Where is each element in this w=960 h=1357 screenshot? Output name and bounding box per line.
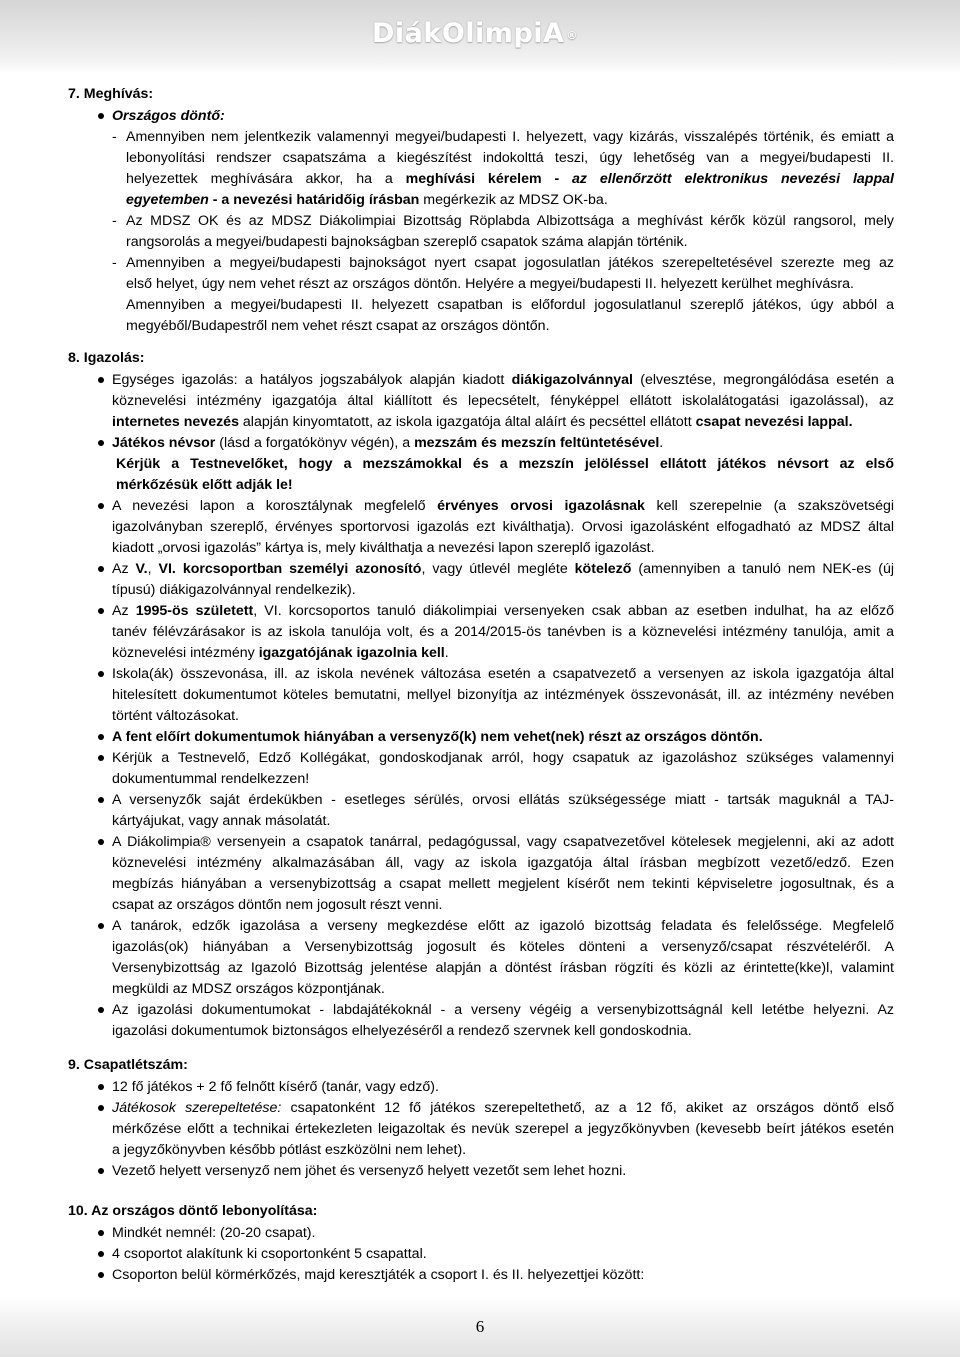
s8-b1-line3: internetes nevezés alapján kinyomtatott, az iskola igazgatója által aláírt és pecséttel ellátott csapat nevezési lappal. bbox=[112, 414, 853, 430]
s8-b12-line2: igazolási dokumentumok biztonságos elhelyezéséről a rendező szervnek kell gondoskodnia. bbox=[112, 1023, 692, 1039]
s9-b1-line1: 12 fő játékos + 2 fő felnőtt kísérő (tanár, vagy edző). bbox=[112, 1079, 439, 1095]
bullet-icon bbox=[98, 566, 104, 572]
s8-b2-note-line2: mérkőzésük előtt adják le! bbox=[116, 477, 293, 493]
section-7-title: 7. Meghívás: bbox=[68, 86, 154, 102]
s7-p2-line2: rangsorolás a megyei/budapesti bajnokságban szereplő csapatok száma alapján történik. bbox=[126, 234, 688, 250]
bullet-icon bbox=[98, 113, 104, 119]
s7-p1-line3: helyezettek meghívására akkor, ha a meghívási kérelem - az ellenőrzött elektronikus nevezési lappal bbox=[126, 171, 894, 187]
bullet-icon bbox=[98, 1272, 104, 1278]
bullet-icon bbox=[98, 797, 104, 803]
s8-b11-line4: megküldi az MDSZ országos központjának. bbox=[112, 981, 385, 997]
s8-b11-line2: igazolás(ok) hiányában a Versenybizottság jogosult és köteles dönteni a versenyző/csapat részvételéről. A bbox=[112, 939, 894, 955]
section-10-title: 10. Az országos döntő lebonyolítása: bbox=[68, 1203, 318, 1219]
bullet-icon bbox=[98, 671, 104, 677]
section-8-title: 8. Igazolás: bbox=[68, 350, 145, 366]
s8-b5-line1: Az 1995-ös született, VI. korcsoportos tanuló diákolimpiai versenyeken csak abban az esetben indulhat, ha az előző bbox=[112, 603, 894, 619]
s7-p1-line1: Amennyiben nem jelentkezik valamennyi megyei/budapesti I. helyezett, vagy kizárás, visszalépés történik, és emiatt a bbox=[126, 129, 894, 145]
s8-b12-line1: Az igazolási dokumentumokat - labdajátékoknál - a verseny végéig a versenybizottságnál kell letétbe helyezni. Az bbox=[112, 1002, 894, 1018]
s8-b10-line3: megbízás hiányában a versenybizottság a csapat mellett megjelent kísérőt nem tekinti képviseletre jogosultnak, és a bbox=[112, 876, 894, 892]
s8-b3-line3: kiadott „orvosi igazolás” kártya is, mely kiválthatja a nevezési lapon szereplő igazolást. bbox=[112, 540, 655, 556]
s8-b4-line1: Az V., VI. korcsoportban személyi azonosító, vagy útlevél megléte kötelező (amennyiben a tanuló nem NEK-es (új bbox=[112, 561, 894, 577]
s7-p3-line4: megyéből/Budapestről nem vehet részt csapat az országos döntőn. bbox=[126, 318, 550, 334]
s9-b2-line3: a jegyzőkönyvben később pótlást eszközölni nem lehet). bbox=[112, 1142, 467, 1158]
s9-b3-line1: Vezető helyett versenyző nem jöhet és versenyző helyett vezetőt sem lehet hozni. bbox=[112, 1163, 627, 1179]
s8-b10-line1: A Diákolimpia® versenyein a csapatok tanárral, pedagógussal, vagy csapatvezetővel kötelesek megjelenni, aki az adott bbox=[112, 834, 894, 850]
bullet-icon bbox=[98, 503, 104, 509]
s7-p2-line1: Az MDSZ OK és az MDSZ Diákolimpiai Bizottság Röplabda Albizottsága a meghívást kérők közül rangsorol, mely bbox=[126, 213, 894, 229]
s8-b2-note-line1: Kérjük a Testnevelőket, hogy a mezszámokkal és a mezszín jelöléssel ellátott játékos névsort az első bbox=[116, 456, 894, 472]
bullet-icon bbox=[98, 1251, 104, 1257]
dash-marker: - bbox=[112, 129, 117, 145]
s8-b8-line2: dokumentummal rendelkezzen! bbox=[112, 771, 310, 787]
bullet-icon bbox=[98, 440, 104, 446]
s8-b5-line3: köznevelési intézmény igazgatójának igazolnia kell. bbox=[112, 645, 449, 661]
s8-b10-line4: csapat az országos döntőn nem jogosult részt venni. bbox=[112, 897, 443, 913]
bullet-icon bbox=[98, 1230, 104, 1236]
s8-b6-line1: Iskola(ák) összevonása, ill. az iskola nevének változása esetén a csapatvezető a versenyen az iskola igazgatója által bbox=[112, 666, 894, 682]
s9-b2-line2: mérkőzése előtt a technikai értekezleten leigazoltak és nevük szerepel a jegyzőkönyvben (kevesebb beírt játékos esetén bbox=[112, 1121, 894, 1137]
s8-b10-line2: köznevelési intézmény alkalmazásában áll, vagy az iskola igazgatója által írásban megbízott vezető/edző. Ezen bbox=[112, 855, 894, 871]
bullet-icon bbox=[98, 608, 104, 614]
page-number: 6 bbox=[475, 1317, 485, 1336]
s7-p3-line1: Amennyiben a megyei/budapesti bajnokságot nyert csapat jogosulatlan játékos szerepeltetésével szerezte meg az bbox=[126, 255, 894, 271]
bullet-icon bbox=[98, 1105, 104, 1111]
bullet-icon bbox=[98, 755, 104, 761]
s8-b9-line2: kártyájukat, vagy annak másolatát. bbox=[112, 813, 331, 829]
s8-b3-line2: igazolványban szereplő, érvényes sportorvosi igazolás ezt kiválthatja). Orvosi igazolásként elfogadható az MDSZ által bbox=[112, 519, 894, 535]
s8-b6-line3: történt változásokat. bbox=[112, 708, 239, 724]
bullet-icon bbox=[98, 734, 104, 740]
s7-p3-line3: Amennyiben a megyei/budapesti II. helyezett csapatban is előfordul jogosulatlanul szereplő játékos, úgy abból a bbox=[126, 297, 894, 313]
s8-b1-line1: Egységes igazolás: a hatályos jogszabályok alapján kiadott diákigazolvánnyal (elvesztése, megrongálódása esetén a bbox=[112, 372, 894, 388]
s8-b8-line1: Kérjük a Testnevelő, Edző Kollégákat, gondoskodjanak arról, hogy csapatuk az igazoláshoz szükséges valamennyi bbox=[112, 750, 894, 766]
s8-b4-line2: típusú) diákigazolvánnyal rendelkezik). bbox=[112, 582, 356, 598]
s8-b7-line1: A fent előírt dokumentumok hiányában a versenyző(k) nem vehet(nek) részt az országos döntőn. bbox=[112, 729, 763, 745]
s8-b11-line1: A tanárok, edzők igazolása a verseny megkezdése előtt az igazoló bizottság feladata és felelőssége. Megfelelő bbox=[112, 918, 894, 934]
bullet-icon bbox=[98, 839, 104, 845]
s8-b2-line1: Játékos névsor (lásd a forgatókönyv végén), a mezszám és mezszín feltüntetésével. bbox=[112, 435, 664, 451]
section-9-title: 9. Csapatlétszám: bbox=[68, 1057, 188, 1073]
s10-b1-line1: Mindkét nemnél: (20-20 csapat). bbox=[112, 1225, 316, 1241]
s8-b6-line2: hitelesített dokumentumot köteles bemutatni, mellyel bizonyítja az intézmények összevonását, ill. az intézmény nevében bbox=[112, 687, 894, 703]
bullet-icon bbox=[98, 923, 104, 929]
s9-b2-line1: Játékosok szerepeltetése: csapatonként 12 fő játékos szerepeltethető, az a 12 fő, akiket az országos döntő első bbox=[112, 1100, 894, 1116]
s8-b3-line1: A nevezési lapon a korosztálynak megfelelő érvényes orvosi igazolásnak kell szerepelnie (a szakszövetségi bbox=[112, 498, 894, 514]
section-7-subtitle: Országos döntő: bbox=[112, 108, 225, 124]
s8-b11-line3: Versenybizottság az Igazoló Bizottság jelentése alapján a döntést írásban rögzíti és közli az érintette(kke)l, valamint bbox=[112, 960, 894, 976]
bullet-icon bbox=[98, 1084, 104, 1090]
s8-b1-line2: köznevelési intézmény igazgatója által kiállított és lepecsételt, fényképpel ellátott iskolalátogatási igazolással), az bbox=[112, 393, 894, 409]
s7-p3-line2: első helyet, úgy nem vehet részt az országos döntőn. Helyére a megyei/budapesti II. helyezett kerülhet meghívásra. bbox=[126, 276, 854, 292]
dash-marker: - bbox=[112, 213, 117, 229]
bullet-icon bbox=[98, 377, 104, 383]
bullet-icon bbox=[98, 1168, 104, 1174]
s10-b3-line1: Csoporton belül körmérkőzés, majd keresztjáték a csoport I. és II. helyezettjei között: bbox=[112, 1267, 645, 1283]
bullet-icon bbox=[98, 1007, 104, 1013]
diakolimpia-logo: DiákOlimpiA ® bbox=[372, 18, 578, 49]
header-band bbox=[0, 0, 960, 74]
dash-marker: - bbox=[112, 255, 117, 271]
s8-b9-line1: A versenyzők saját érdekükben - esetleges sérülés, orvosi ellátás szükségessége miatt - tartsák maguknál a TAJ- bbox=[112, 792, 894, 808]
s7-p1-line2: lebonyolítási rendszer csapatszáma a kiegészítést indokolttá teszi, úgy lehetőség van a megyei/budapesti II. bbox=[126, 150, 894, 166]
s10-b2-line1: 4 csoportot alakítunk ki csoportonként 5 csapattal. bbox=[112, 1246, 427, 1262]
s7-p1-line4: egyetemben - a nevezési határidőig írásban megérkezik az MDSZ OK-ba. bbox=[126, 192, 608, 208]
s8-b5-line2: tanév félévzárásakor is az iskola tanulója volt, és a 2014/2015-ös tanévben is a köznevelési intézmény tanulója, amit a bbox=[112, 624, 894, 640]
